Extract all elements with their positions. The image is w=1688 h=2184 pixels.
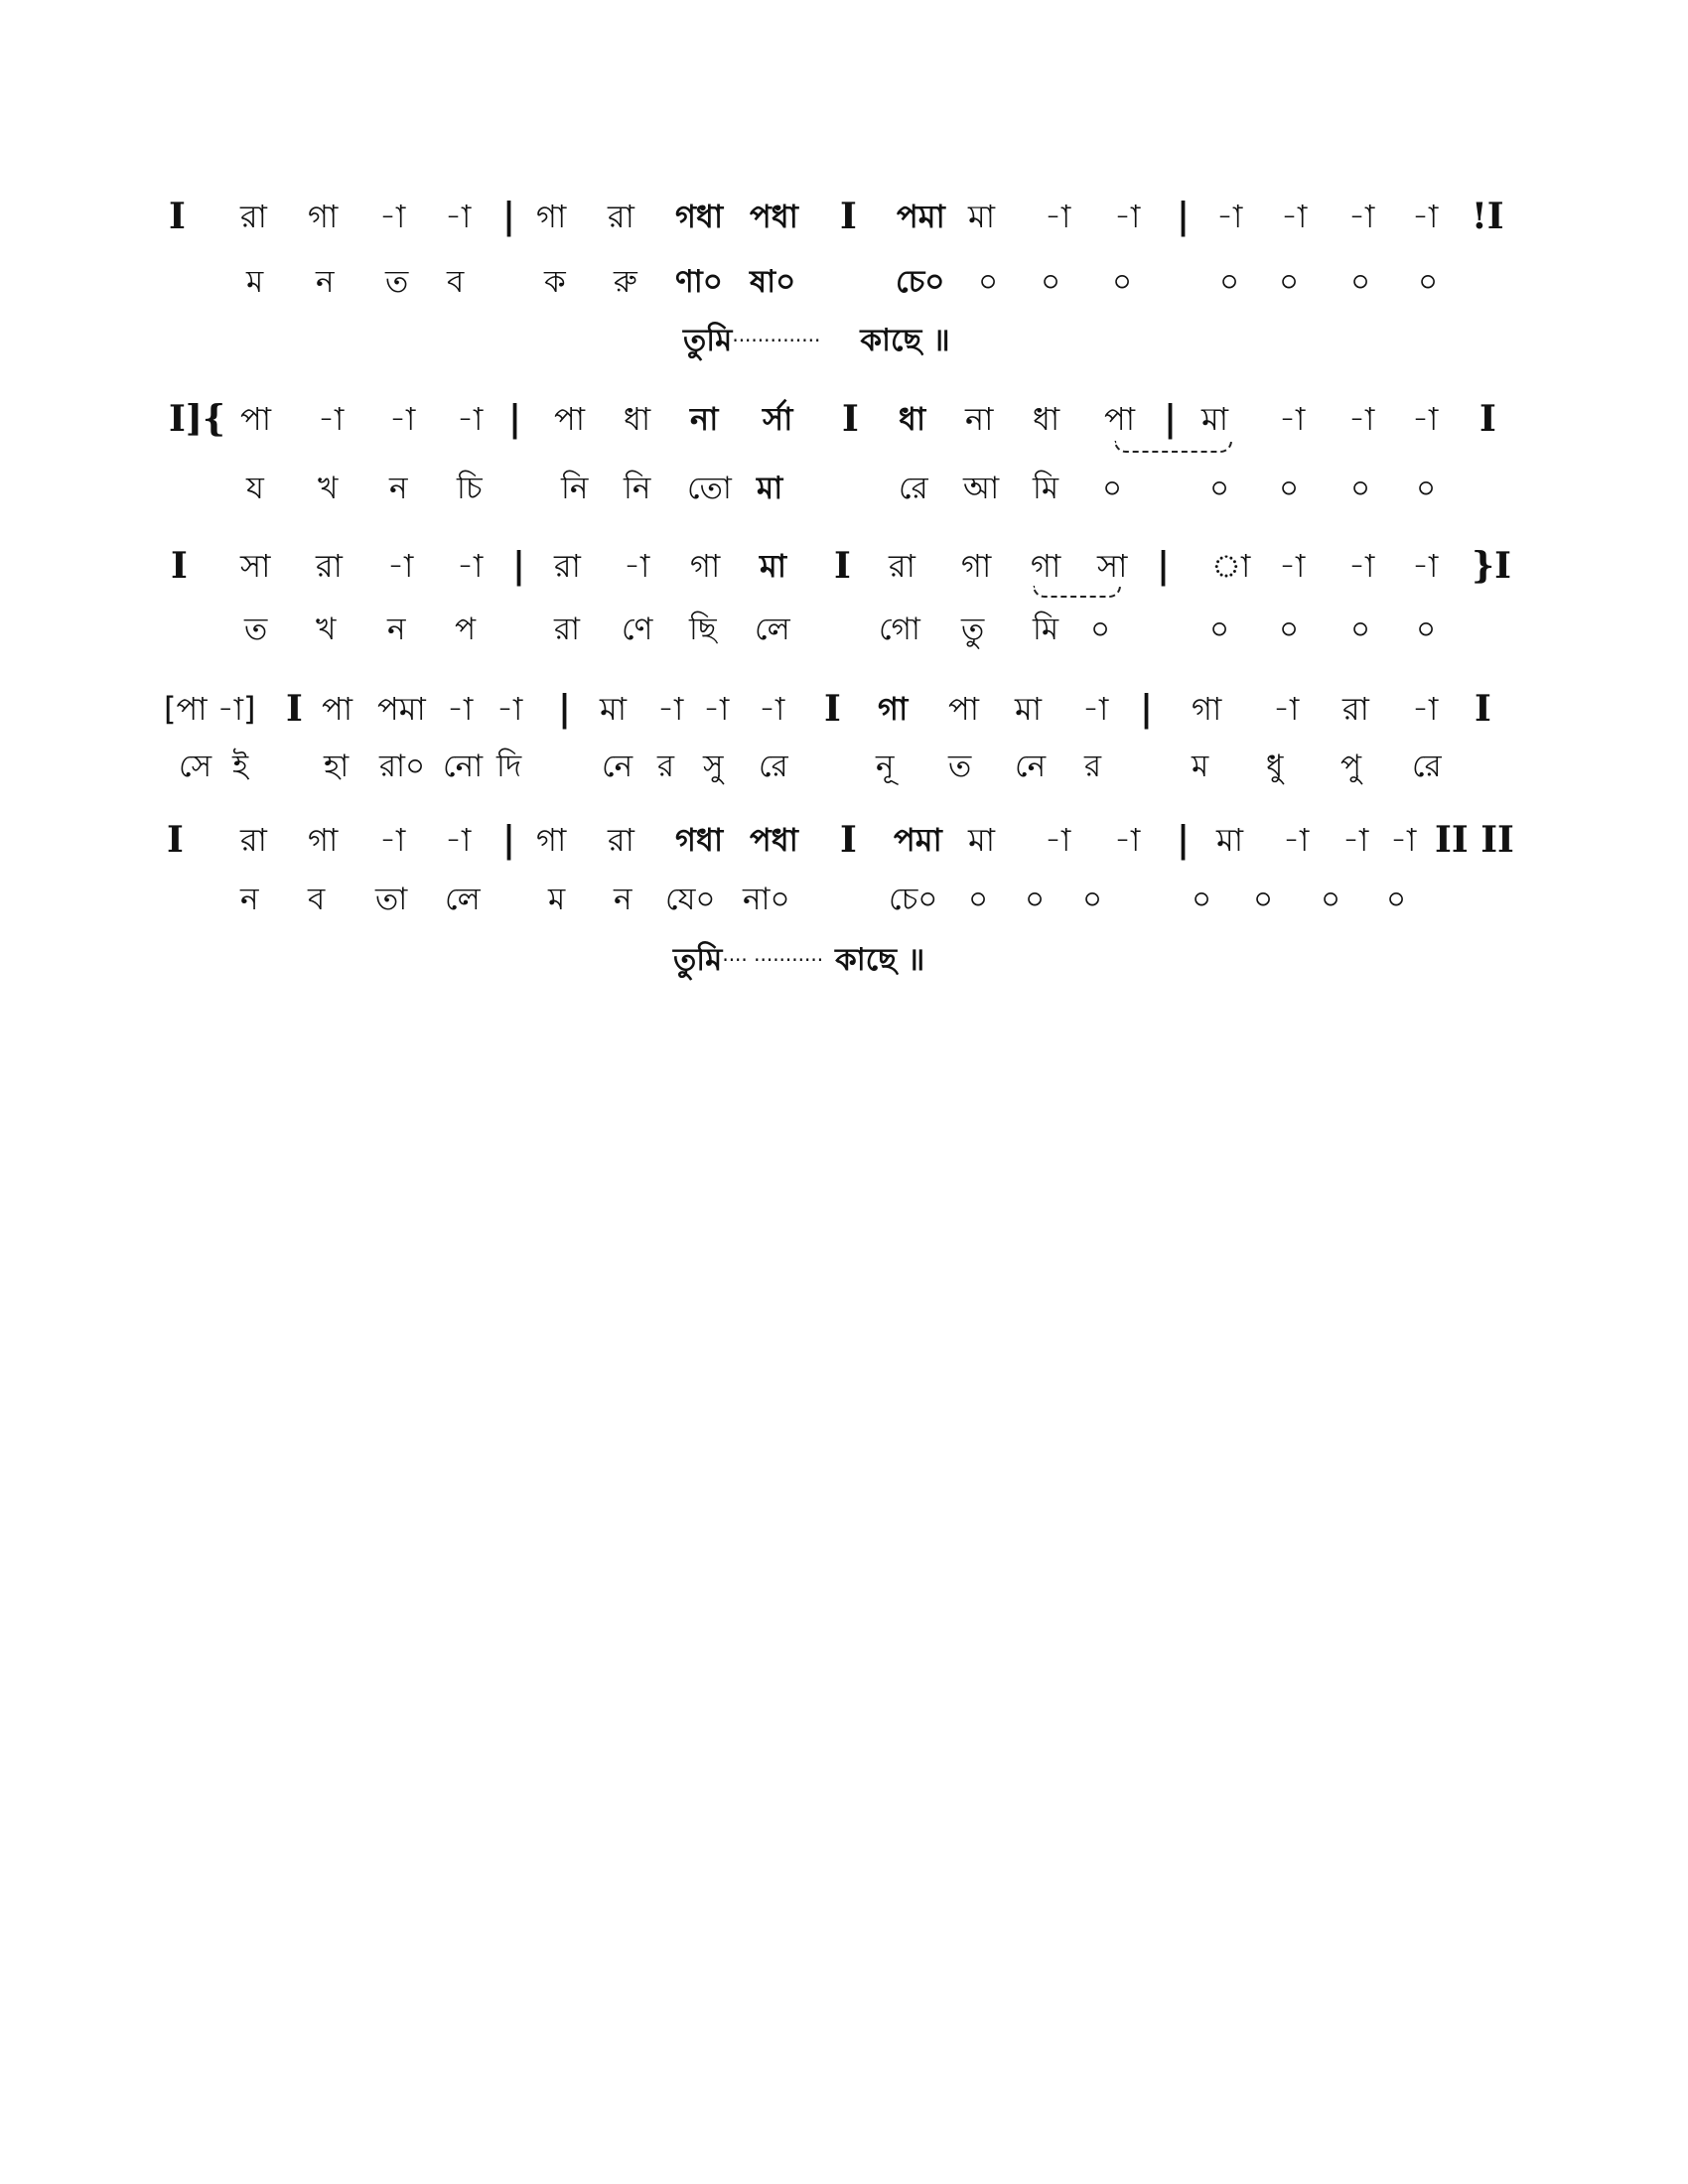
- lyric-syllable: ০: [1279, 471, 1300, 506]
- bar-line: |: [1177, 196, 1191, 237]
- lyric-syllable: ম: [548, 882, 566, 917]
- note: গা: [961, 547, 992, 585]
- lyric-syllable: মি: [1033, 471, 1059, 506]
- note: রা: [554, 547, 581, 585]
- lyric-syllable: ০: [1418, 264, 1439, 300]
- lyric-syllable: য: [246, 471, 264, 506]
- lyric-syllable: ক: [544, 264, 566, 300]
- note: রা: [889, 547, 915, 585]
- lyric-syllable: চে০: [896, 264, 945, 300]
- notation-row-5: [159, 810, 1529, 870]
- lyric-syllable: ০: [1416, 612, 1437, 647]
- note: গধা: [675, 821, 724, 859]
- note: -া: [1390, 821, 1417, 859]
- note: গা: [1192, 690, 1222, 728]
- note: -া: [1348, 198, 1375, 235]
- lyric-syllable: ০: [1192, 882, 1212, 917]
- refrain-line-1: [683, 316, 950, 365]
- lyric-syllable: ব: [308, 882, 326, 917]
- lyric-syllable: ০: [1321, 882, 1341, 917]
- note: -া: [1281, 198, 1308, 235]
- lyric-syllable: ণা০: [675, 264, 723, 300]
- note: া: [1211, 547, 1251, 585]
- lyric-syllable: খ: [318, 471, 339, 506]
- note: পধা: [750, 198, 798, 235]
- lyric-syllable: যে০: [665, 882, 716, 917]
- lyric-syllable: ০: [1350, 264, 1371, 300]
- bar-line: I: [840, 196, 857, 237]
- note: পমা: [377, 690, 426, 728]
- bar-line: I: [1479, 398, 1496, 440]
- lyrics-row-3: [159, 600, 1529, 659]
- notation-row-1: [159, 187, 1529, 246]
- bar-line: I: [824, 688, 841, 730]
- note: -া: [389, 400, 416, 438]
- note: -া: [457, 400, 484, 438]
- lyric-syllable: ০: [1416, 471, 1437, 506]
- note: পা: [1104, 400, 1136, 438]
- note: -া: [1045, 198, 1071, 235]
- lyric-syllable: না০: [743, 882, 790, 917]
- lyric-syllable: ০: [978, 264, 999, 300]
- note: -া: [1342, 821, 1369, 859]
- lyric-syllable: দি: [496, 749, 522, 784]
- note: রা: [1342, 690, 1369, 728]
- bar-line: |: [1140, 688, 1154, 730]
- lyric-syllable: রু: [614, 264, 637, 300]
- note: গা: [536, 821, 567, 859]
- note: পা: [322, 690, 353, 728]
- note: মা: [1015, 690, 1043, 728]
- note: -া: [1082, 690, 1109, 728]
- refrain-start: তুমি: [673, 942, 723, 978]
- notation-row-3: [159, 536, 1529, 596]
- lyric-syllable: ছি: [689, 612, 717, 647]
- bar-line: !I: [1472, 196, 1504, 237]
- note: -া: [759, 690, 785, 728]
- lyric-syllable: ০: [968, 882, 989, 917]
- note: মা: [600, 690, 628, 728]
- lyric-syllable: মা: [757, 471, 783, 506]
- note: ধা: [1033, 400, 1060, 438]
- note-group: [পা -া]: [164, 690, 256, 728]
- lyric-syllable: ০: [1386, 882, 1407, 917]
- lyrics-row-5: [159, 870, 1529, 929]
- bar-line: I: [834, 545, 851, 587]
- note: পা: [240, 400, 272, 438]
- lyric-syllable: হা: [324, 749, 350, 784]
- lyric-syllable: ০: [1082, 882, 1103, 917]
- note: -া: [457, 547, 484, 585]
- lyric-syllable: ০: [1102, 471, 1123, 506]
- lyric-syllable: মি: [1033, 612, 1059, 647]
- note: -া: [445, 198, 472, 235]
- refrain-end: কাছে ॥: [835, 942, 925, 978]
- lyric-syllable: ত: [948, 749, 972, 784]
- note: -া: [496, 690, 523, 728]
- note: -া: [379, 821, 406, 859]
- lyric-syllable: ০: [1219, 264, 1240, 300]
- lyric-syllable: ০: [1279, 264, 1300, 300]
- lyric-syllable: ০: [1090, 612, 1111, 647]
- notation-row-2: [159, 389, 1529, 449]
- bar-line: }I: [1472, 545, 1511, 587]
- note: -া: [1279, 547, 1306, 585]
- bar-line: |: [512, 545, 526, 587]
- bar-line: I: [169, 196, 186, 237]
- lyric-syllable: ত: [244, 612, 268, 647]
- lyric-syllable: ত: [385, 264, 409, 300]
- bar-line: I: [1475, 688, 1491, 730]
- note: সা: [1097, 547, 1128, 585]
- refrain-dots: ···· ···········: [722, 948, 824, 972]
- lyric-syllable: ন: [316, 264, 335, 300]
- note: রা: [240, 821, 267, 859]
- note: -া: [1114, 198, 1141, 235]
- note: -া: [1114, 821, 1141, 859]
- note: পমা: [894, 821, 942, 859]
- lyric-syllable: ০: [1041, 264, 1061, 300]
- lyric-syllable: চি: [457, 471, 483, 506]
- note: মা: [968, 198, 996, 235]
- lyric-syllable: নে: [1015, 749, 1047, 784]
- lyric-syllable: প: [455, 612, 477, 647]
- note: গা: [1031, 547, 1061, 585]
- lyric-syllable: তু: [961, 612, 985, 647]
- slur-mark: [1033, 586, 1121, 598]
- lyric-syllable: ০: [1253, 882, 1274, 917]
- lyric-syllable: রে: [1412, 749, 1442, 784]
- lyric-syllable: ০: [1209, 612, 1230, 647]
- note: -া: [1412, 400, 1439, 438]
- lyric-syllable: আ: [963, 471, 1000, 506]
- note: গধা: [675, 198, 724, 235]
- note: -া: [1273, 690, 1300, 728]
- lyric-syllable: নে: [602, 749, 633, 784]
- lyric-syllable: তা: [375, 882, 408, 917]
- note: গা: [308, 821, 339, 859]
- note: -া: [445, 821, 472, 859]
- lyric-syllable: ধু: [1266, 749, 1284, 784]
- lyric-syllable: ০: [1350, 471, 1371, 506]
- lyric-syllable: পু: [1340, 749, 1362, 784]
- bar-line: |: [1157, 545, 1171, 587]
- bar-line: I: [840, 819, 857, 861]
- note: রা: [608, 198, 634, 235]
- note: গা: [536, 198, 567, 235]
- note: -া: [447, 690, 474, 728]
- lyric-syllable: রে: [899, 471, 928, 506]
- refrain-start: তুমি: [683, 323, 733, 358]
- lyric-syllable: সু: [703, 749, 724, 784]
- lyric-syllable: রা: [554, 612, 581, 647]
- lyric-syllable: ন: [389, 471, 408, 506]
- notation-row-4: [159, 679, 1529, 739]
- refrain-dots: ··············: [732, 329, 821, 352]
- lyric-syllable: ব: [447, 264, 465, 300]
- lyric-syllable: চে০: [889, 882, 938, 917]
- lyric-syllable: ০: [1025, 882, 1046, 917]
- lyric-syllable: র: [1084, 749, 1102, 784]
- note: -া: [1045, 821, 1071, 859]
- lyrics-row-4: [159, 737, 1529, 796]
- note: -া: [1412, 198, 1439, 235]
- note: -া: [318, 400, 345, 438]
- bar-line: |: [508, 398, 522, 440]
- note: -া: [1412, 547, 1439, 585]
- lyric-syllable: গো: [879, 612, 920, 647]
- note: না: [965, 400, 994, 438]
- lyric-syllable: সে: [179, 749, 212, 784]
- note: পা: [554, 400, 586, 438]
- lyric-syllable: ই: [232, 749, 249, 784]
- lyric-syllable: ষা০: [750, 264, 796, 300]
- bar-line: I: [171, 545, 188, 587]
- bar-line: II II: [1435, 819, 1514, 861]
- lyric-syllable: তো: [687, 471, 732, 506]
- note: রা: [608, 821, 634, 859]
- note: -া: [657, 690, 684, 728]
- note: পা: [948, 690, 980, 728]
- refrain-line-2: [673, 935, 924, 985]
- lyric-syllable: খ: [316, 612, 337, 647]
- note: র্সা: [763, 400, 793, 438]
- bar-line: I: [286, 688, 303, 730]
- bar-line: |: [558, 688, 572, 730]
- note: মা: [760, 547, 787, 585]
- lyric-syllable: নি: [561, 471, 589, 506]
- bar-line: |: [502, 819, 516, 861]
- lyric-syllable: ০: [1112, 264, 1133, 300]
- note: পমা: [897, 198, 945, 235]
- lyric-syllable: র: [657, 749, 675, 784]
- refrain-end: কাছে ॥: [860, 323, 950, 358]
- lyric-syllable: রা০: [379, 749, 426, 784]
- lyric-syllable: ন: [387, 612, 406, 647]
- note: মা: [1216, 821, 1244, 859]
- note: -া: [703, 690, 730, 728]
- note: পধা: [750, 821, 798, 859]
- note: মা: [968, 821, 996, 859]
- slur-mark: [1114, 441, 1232, 453]
- bar-line: |: [1164, 398, 1178, 440]
- note: ধা: [899, 400, 926, 438]
- note: মা: [1201, 400, 1229, 438]
- note: -া: [1279, 400, 1306, 438]
- bar-line: |: [502, 196, 516, 237]
- lyric-syllable: নি: [624, 471, 651, 506]
- lyric-syllable: ম: [1192, 749, 1209, 784]
- note: না: [690, 400, 719, 438]
- lyric-syllable: লে: [445, 882, 481, 917]
- note: ধা: [624, 400, 651, 438]
- lyric-syllable: ০: [1279, 612, 1300, 647]
- lyric-syllable: ন: [240, 882, 259, 917]
- note: -া: [1216, 198, 1243, 235]
- lyrics-row-2: [159, 459, 1529, 518]
- note: সা: [240, 547, 271, 585]
- lyric-syllable: লে: [755, 612, 790, 647]
- lyric-syllable: নূ: [876, 749, 895, 784]
- lyric-syllable: ণে: [622, 612, 653, 647]
- lyric-syllable: ম: [246, 264, 264, 300]
- lyrics-row-1: [159, 252, 1529, 312]
- lyric-syllable: ০: [1209, 471, 1230, 506]
- bar-line: I: [167, 819, 184, 861]
- note: -া: [1412, 690, 1439, 728]
- note: -া: [387, 547, 414, 585]
- note: রা: [240, 198, 267, 235]
- note: গা: [878, 690, 909, 728]
- note: -া: [624, 547, 650, 585]
- lyric-syllable: ন: [614, 882, 633, 917]
- note: গা: [308, 198, 339, 235]
- note: রা: [316, 547, 343, 585]
- note: -া: [1283, 821, 1310, 859]
- note: -া: [1348, 547, 1375, 585]
- lyric-syllable: নো: [443, 749, 484, 784]
- note: -া: [1348, 400, 1375, 438]
- note: -া: [379, 198, 406, 235]
- lyric-syllable: রে: [759, 749, 788, 784]
- bar-line: I: [842, 398, 859, 440]
- bar-line: |: [1177, 819, 1191, 861]
- note: গা: [690, 547, 721, 585]
- bar-line: I]{: [169, 398, 226, 440]
- lyric-syllable: ০: [1350, 612, 1371, 647]
